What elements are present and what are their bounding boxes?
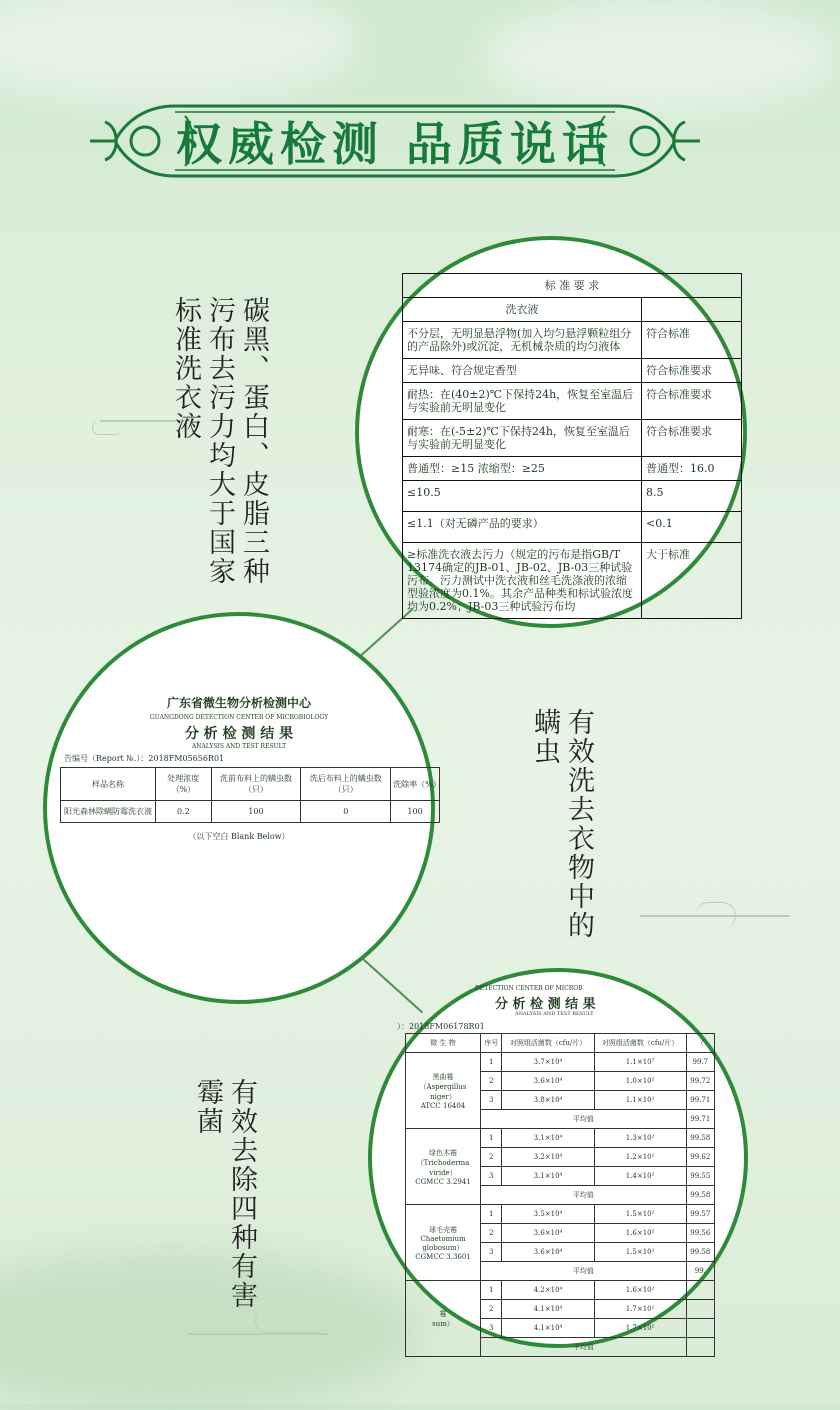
organism-name: 球毛壳霉 [429,1225,457,1234]
table-cell: 1 [481,1205,502,1224]
organism-name: 霉 [439,1309,447,1318]
average-value: 99.71 [686,1110,714,1129]
report-center-name: 广东省微生物分析检测中心 [166,696,311,710]
table-cell: 1.1×10² [594,1091,686,1110]
mold-report-circle [368,968,748,1351]
stain-caption-line-3: 标准洗衣液 [170,296,201,441]
table-cell: 1.1×10⁷ [594,1053,686,1072]
table-cell: 3.6×10⁴ [502,1224,594,1243]
organism-latin: （Trichoderma viride） [416,1158,470,1177]
mite-caption-line-1: 有效洗去衣物中的 [563,708,594,940]
table-cell: 99.72 [686,1072,714,1091]
cloud-swirl-icon [255,1308,326,1333]
decor-line [188,1333,328,1335]
mite-report-viewport [47,616,441,1000]
average-label: 平均值 [481,1338,687,1357]
table-row: 普通型：≥15 浓缩型：≥25 普通型：16.0 [403,457,742,481]
table-cell: 3.2×10⁴ [502,1148,594,1167]
average-value: 99. [686,1262,714,1281]
table-cell: 4.1×10⁴ [502,1319,594,1338]
table-cell: 1.7×10² [594,1319,686,1338]
mold-report-viewport [372,972,744,1351]
table-cell: 2 [481,1148,502,1167]
standard-table-viewport [359,240,743,624]
table-header-row: 样品名称 处理浓度（%） 洗前布料上的螨虫数（只） 洗后布料上的螨虫数（只） 洗除率（%） [61,768,440,801]
organism-code: CGMCC 3.2941 [415,1177,471,1186]
table-cell: 1.3×10² [594,1129,686,1148]
table-cell: 99.71 [686,1091,714,1110]
cloud-swirl-icon [695,902,736,929]
report-center-name-en: DETECTION CENTER OF MICROB [475,985,583,992]
average-label: 平均值 [481,1110,687,1129]
average-value: 99.58 [686,1186,714,1205]
table-cell: 3.7×10⁴ [502,1053,594,1072]
blank-below-note: （以下空白 Blank Below） [188,832,290,841]
table-cell: 2 [481,1072,502,1091]
organism-code: CGMCC 3.3601 [415,1252,471,1261]
table-cell: 3.8×10⁴ [502,1091,594,1110]
mold-caption-line-2: 霉菌 [192,1078,223,1136]
table-row: ≤10.5 8.5 [403,481,742,512]
table-cell: 3 [481,1167,502,1186]
stain-caption-line-2: 污布去污力均大于国家 [204,296,235,586]
mold-table [405,1033,715,1357]
standard-table [402,273,742,619]
organism-cell [406,1205,481,1281]
table-cell: 3 [481,1091,502,1110]
table-cell: 99.57 [686,1205,714,1224]
standard-table-header: 标 准 要 求 [403,274,742,298]
average-label: 平均值 [481,1262,687,1281]
standard-table-subheader: 洗衣液 [403,298,642,322]
table-cell: 3 [481,1319,502,1338]
mist-cloud [0,0,360,100]
table-row: ≤1.1（对无磷产品的要求） <0.1 [403,512,742,543]
organism-cell [406,1129,481,1205]
cloud-swirl-icon [92,420,123,435]
table-cell: 1.0×10² [594,1072,686,1091]
table-cell: 3 [481,1243,502,1262]
organism-cell [406,1053,481,1129]
table-cell: 4.2×10⁴ [502,1281,594,1300]
table-cell: 2 [481,1300,502,1319]
page-title: 权威检测 品质说话 [175,117,614,171]
table-row [406,1129,715,1148]
mite-report-circle [43,612,441,1004]
organism-latin: Chaetomium globosum） [420,1234,466,1252]
table-cell: 1 [481,1053,502,1072]
organism-code: ATCC 16404 [420,1101,466,1110]
table-cell: 99.7 [686,1053,714,1072]
table-cell: 1 [481,1129,502,1148]
report-title: 分 析 检 测 结 果 [495,997,596,1012]
report-title-en: ANALYSIS AND TEST RESULT [191,743,287,750]
table-cell: 3.5×10⁴ [502,1205,594,1224]
table-row [406,1205,715,1224]
table-cell: 1.5×10² [594,1243,686,1262]
table-cell: 1.4×10² [594,1167,686,1186]
connector-line [359,955,424,1013]
average-label: 平均值 [481,1186,687,1205]
organism-cell [406,1281,481,1357]
table-cell: 3.6×10⁴ [502,1072,594,1091]
mite-table [60,767,440,823]
table-cell: 2 [481,1224,502,1243]
table-cell [686,1281,714,1300]
table-cell: 1 [481,1281,502,1300]
table-header-row: 微 生 物 序号 对照组活菌数（cfu/片） 对照组活菌数（cfu/片） （ [406,1034,715,1053]
report-center-name-en: GUANGDONG DETECTION CENTER OF MICROBIOLOGY [149,714,329,721]
average-value [686,1338,714,1357]
table-cell: 1.6×10² [594,1224,686,1243]
organism-name: 黑曲霉 [432,1072,454,1081]
table-cell: 1.5×10² [594,1205,686,1224]
mite-caption-line-2: 螨虫 [529,708,560,766]
table-cell: 4.1×10⁴ [502,1300,594,1319]
standard-table-circle [355,236,747,628]
report-number: ）：2018FM06178R01 [397,1022,485,1031]
table-row: 耐寒：在(-5±2)℃下保持24h，恢复至室温后与实验前无明显变化 符合标准要求 [403,420,742,457]
table-row: ≥标准洗衣液去污力（规定的污布是指GB/T 13174确定的JB-01、JB-02、JB-03三种试验污布。污力测试中洗衣液和丝毛洗涤液的浓缩型验浓度为0.1%。其余产品种类和标试验浓度均为0.2%；JB-03三种试验污布均 大于标准 [403,543,742,619]
organism-latin: sum） [432,1319,454,1328]
table-row: 耐热：在(40±2)℃下保持24h，恢复至室温后与实验前无明显变化 符合标准要求 [403,383,742,420]
table-cell: 99.56 [686,1224,714,1243]
table-row: 阳光森林除螨防霉洗衣液 0.2 100 0 100 [61,801,440,823]
table-cell [686,1300,714,1319]
organism-name: 绿色木霉 [429,1148,457,1157]
mountain-mist [0,1250,420,1410]
table-row [406,1281,715,1300]
report-title: 分 析 检 测 结 果 [184,726,294,742]
report-number: 告编号（Report №.）：2018FM05656R01 [64,754,225,763]
table-cell: 1.7×10² [594,1300,686,1319]
table-cell: 3.1×10⁴ [502,1167,594,1186]
table-cell: 99.62 [686,1148,714,1167]
table-row: 无异味、符合规定香型 符合标准要求 [403,359,742,383]
table-cell [686,1319,714,1338]
table-row: 不分层，无明显悬浮物(加入均匀悬浮颗粒组分的产品除外)或沉淀，无机械杂质的均匀液体 符合标准 [403,322,742,359]
stain-caption-line-1: 碳黑、蛋白、皮脂三种 [238,296,269,586]
table-cell: 3.6×10⁴ [502,1243,594,1262]
report-title-en: ANALYSIS AND TEST RESULT [515,1011,594,1017]
title-banner [85,92,705,190]
table-cell: 1.2×10² [594,1148,686,1167]
table-cell: 99.58 [686,1129,714,1148]
table-cell: 99.58 [686,1243,714,1262]
table-cell: 99.55 [686,1167,714,1186]
organism-latin: （Aspergillus niger） [419,1082,467,1101]
mold-caption-line-1: 有效去除四种有害 [226,1078,257,1310]
table-cell: 1.6×10² [594,1281,686,1300]
table-cell: 3.1×10⁴ [502,1129,594,1148]
table-row [406,1053,715,1072]
